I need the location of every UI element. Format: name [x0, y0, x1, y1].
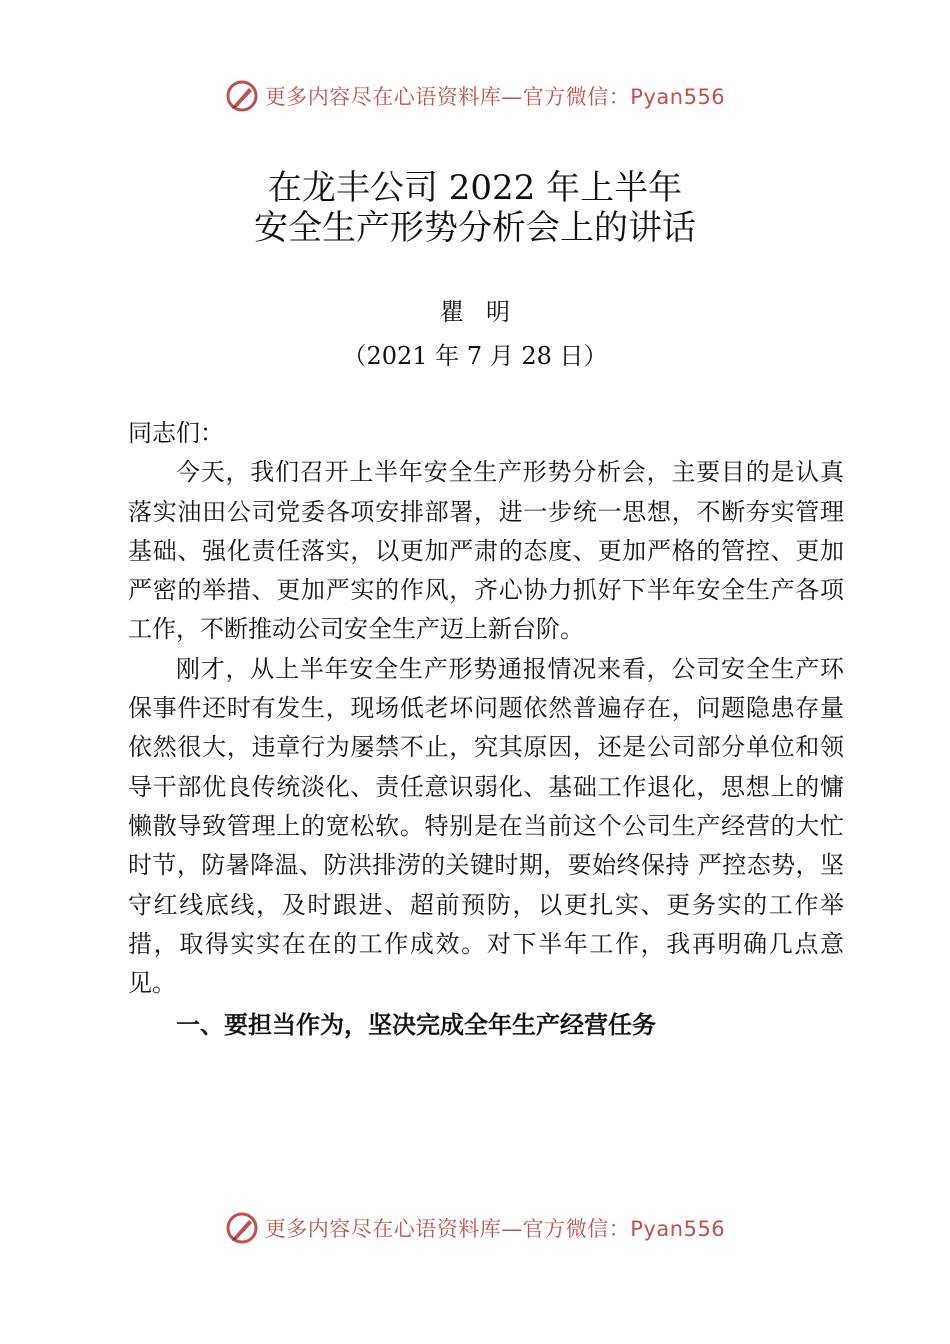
- watermark-top: [0, 72, 950, 120]
- paragraph-2: 刚才，从上半年安全生产形势通报情况来看，公司安全生产环保事件还时有发生，现场低老坏问题依然普遍存在，问题隐患存量依然很大，违章行为屡禁不止，究其原因，还是公司部分单位和领导干部优良传统淡化、责任意识弱化、基础工作退化，思想上的慵懒散导致管理上的宽松软。特别是在当前这个公司生产经营的大忙时节，防暑降温、防洪排涝的关键时期，要始终保持 严控态势，坚守红线底线，及时跟进、超前预防，以更扎实、更务实的工作举措，取得实实在在的工作成效。对下半年工作，我再明确几点意见。: [128, 654, 844, 998]
- speech-date: （2021 年 7 月 28 日）: [342, 342, 608, 370]
- watermark-text: 更多内容尽在心语资料库—官方微信：Pyan556: [264, 1217, 726, 1241]
- document-title-line1: 在龙丰公司 2022 年上半年: [267, 168, 683, 208]
- watermark-bottom: [0, 1204, 950, 1252]
- document-body: [128, 414, 844, 1045]
- pen-logo-icon: [225, 1211, 259, 1245]
- salutation: 同志们：: [128, 419, 224, 447]
- paragraph-1: 今天，我们召开上半年安全生产形势分析会，主要目的是认真落实油田公司党委各项安排部署，进一步统一思想，不断夯实管理基础、强化责任落实，以更加严肃的态度、更加严格的管控、更加严密的举措、更加严实的作风，齐心协力抓好下半年安全生产各项工作，不断推动公司安全生产迈上新台阶。: [128, 458, 844, 644]
- watermark-text: 更多内容尽在心语资料库—官方微信：Pyan556: [264, 85, 726, 109]
- pen-logo-icon: [225, 79, 259, 113]
- document-title-line2: 安全生产形势分析会上的讲话: [254, 208, 696, 248]
- author-name: 瞿明: [440, 298, 532, 326]
- section-heading-1: 一、要担当作为，坚决完成全年生产经营任务: [176, 1010, 656, 1040]
